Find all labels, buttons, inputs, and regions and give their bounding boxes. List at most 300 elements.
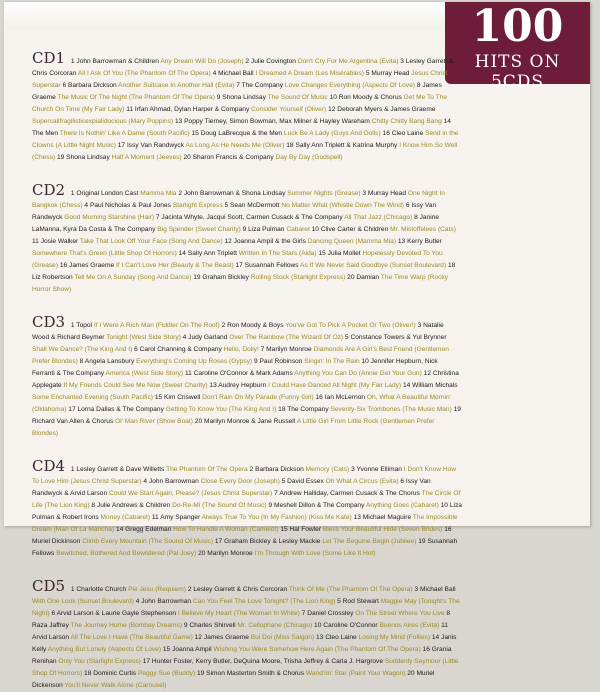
cd-heading: CD2 [32,181,66,199]
track-number: 4 [135,598,140,605]
title-badge [445,1,590,92]
track-entry [152,514,352,521]
track-entry [80,358,252,365]
track-title: Love Changes Everything (Aspects Of Love) [284,82,415,89]
track-title: Everything's Coming Up Roses (Gypsy) [136,358,253,365]
track-number: 16 [444,526,452,533]
track-title: With One Look (Sunset Boulevard) [32,598,134,605]
track-entry [71,466,248,473]
track-artist: John Barrowman & Children [76,58,159,65]
track-entry [126,106,326,113]
track-artist: Constance Towers & Yul Brynner [350,334,447,341]
track-artist: Arvid Larson [32,634,70,641]
cd-heading: CD3 [32,313,66,331]
track-artist: Hunter Foster, Kerry Butler, DeQuina Moore, Trisha Jeffrey & Carla J. Hargrove [151,658,384,665]
track-number: 16 [382,130,390,137]
track-entry [198,550,375,557]
track-number: 4 [182,334,187,341]
track-artist: Charles Shirvell [189,622,236,629]
track-artist: Sharon Francis & Company [192,154,274,161]
track-title: Shall We Dance? (The King And I) [32,346,133,353]
cd-tracklist-paragraph [32,577,462,692]
track-number: 19 [193,274,201,281]
track-title: As If We Never Said Goodbye (Sunset Boulevard) [300,262,447,269]
track-title: You'll Never Walk Alone (Carousel) [64,682,167,689]
track-artist: Damian [356,274,380,281]
track-artist: Rod Stewart [342,598,379,605]
track-entry [316,634,430,641]
track-entry [278,406,452,413]
track-title: Another Suitcase In Another Hall (Evita) [118,82,235,89]
track-number: 17 [117,142,126,149]
track-entry [51,610,299,617]
track-artist: Original London Cast [76,190,139,197]
track-number: 6 [51,610,56,617]
track-title: How To Handle A Woman (Camelot) [173,526,279,533]
track-artist: Lesley Garrett & Chris Corcoran [193,586,288,593]
track-entry [193,274,345,281]
track-number: 11 [126,106,134,113]
track-title: Peggy Sue (Buddy) [137,670,196,677]
track-artist: Ian McLernon [324,394,366,401]
track-entry [188,586,413,593]
track-artist: Judy Garland [188,334,228,341]
track-title: I Dreamed A Dream (Les Misérables) [255,70,364,77]
track-title: Let The Beguine Begin (Jubilee) [322,538,417,545]
cd-heading: CD4 [32,457,66,475]
track-title: Anything Goes (Cabaret) [365,502,439,509]
track-title: Memory (Cats) [305,466,350,473]
track-title: Oh What A Circus (Evita) [325,478,399,485]
track-artist: Kerry Butler [407,238,442,245]
track-title: As Long As He Needs Me (Oliver) [185,142,285,149]
track-number: 16 [315,394,323,401]
track-artist: Christina Applegate [32,370,459,389]
track-title: Mamma Mia [140,190,177,197]
track-number: 5 [344,334,349,341]
track-entry [84,202,222,209]
track-artist: Cleo Laine [325,634,357,641]
track-number: 12 [328,106,336,113]
track-artist: Issy Van Randwyck [126,142,184,149]
track-title: All That Jazz (Chicago) [344,214,413,221]
track-number: 15 [191,130,199,137]
track-number: 9 [268,502,273,509]
track-title: Summer Nights (Grease) [287,190,361,197]
track-number: 6 [405,202,410,209]
track-number: 11 [184,370,192,377]
track-entry [192,130,381,137]
track-number: 20 [407,670,415,677]
track-title: Pie Jesu (Requiem) [128,586,186,593]
track-title: The Sound Of Music [267,94,328,101]
track-artist: Charlotte Church [76,586,127,593]
track-number: 11 [32,238,39,245]
cd-section [32,577,462,692]
track-title: Tell Me On A Sunday (Song And Dance) [74,274,192,281]
track-artist: The Company [241,82,284,89]
track-number: 1 [70,190,75,197]
track-title: I Don't Know How To Love Him (Jesus Christ Superstar) [32,466,456,485]
track-title: You've Got To Pick A Pocket Or Two (Oliver!) [285,322,416,329]
track-title: There Is Nothin' Like A Dame (South Pacific) [59,130,190,137]
track-number: 9 [242,226,247,233]
track-entry [175,118,442,125]
track-number: 12 [224,238,232,245]
track-title: Consider Yourself (Oliver) [251,106,327,113]
track-number: 13 [209,382,217,389]
track-artist: Gregg Edelman [125,526,172,533]
cd-tracklist-paragraph [32,457,462,560]
track-number: 8 [79,358,84,365]
track-artist: Angela Lansbury [84,358,135,365]
track-entry [32,238,223,245]
track-artist: Josie Walker [40,238,79,245]
track-artist: Paul Nicholas & Paul Jones [89,202,171,209]
track-entry [243,226,310,233]
track-title: Can You Feel The Love Tonight? (The Lion King) [192,598,336,605]
track-title: Losing My Mind (Follies) [358,634,431,641]
track-entry [213,70,364,77]
track-artist: Liza Pulman [248,226,285,233]
cd-tracklist-paragraph [32,313,462,440]
track-title: Climb Every Mountain (The Sound Of Music) [82,538,214,545]
track-artist: Michael Ball [420,586,456,593]
track-number: 5 [281,478,286,485]
track-entry [224,238,396,245]
track-number: 8 [91,502,96,509]
track-entry [143,478,279,485]
track-number: 11 [441,622,448,629]
track-number: 13 [353,514,361,521]
track-number: 10 [329,94,337,101]
track-number: 16 [422,646,430,653]
track-number: 2 [249,466,254,473]
track-number: 1 [70,466,75,473]
track-artist: Carol Channing & Company [139,346,222,353]
track-number: 19 [56,154,65,161]
track-number: 18 [84,670,92,677]
track-number: 9 [183,622,188,629]
track-title: Hopelessly Devoted To You (Grease) [32,250,443,269]
track-number: 2 [178,190,182,197]
track-number: 15 [154,394,163,401]
cd-tracklist-paragraph [32,49,462,164]
track-number: 19 [418,538,426,545]
track-title: Dancing Queen (Mamma Mia) [307,238,397,245]
track-number: 6 [134,346,138,353]
track-number: 4 [84,202,89,209]
track-title: One Night In Bangkok (Chess) [32,190,445,209]
track-title: Don't Rain On My Parade (Funny Girl) [202,394,314,401]
track-artist: John Barrowman & Shona Lindsay [183,190,286,197]
track-entry [222,322,416,329]
track-entry [84,670,195,677]
track-artist: John Barrowman [148,478,199,485]
track-artist: Susannah Fellows [244,262,299,269]
track-entry [179,250,317,257]
track-entry [134,346,259,353]
track-number: 14 [431,634,440,641]
track-number: 10 [440,502,448,509]
track-artist: James Graeme [203,634,249,641]
track-number: 14 [178,250,186,257]
track-number: 14 [402,382,411,389]
track-artist: Lesley Garrett & Dave Willetts [76,466,165,473]
track-number: 5 [224,202,229,209]
track-title: Do-Re-Mi (The Sound Of Music) [172,502,267,509]
track-artist: William Michals [412,382,458,389]
track-title: Chitty Chitty Bang Bang [371,118,442,125]
track-artist: Natalie Wood & Richard Beymer [32,322,444,341]
track-number: 2 [221,322,226,329]
track-number: 19 [453,406,461,413]
track-title: Suddenly Seymour (Little Shop Of Horrors) [32,658,459,677]
track-artist: Murray Head [367,190,406,197]
track-artist: Clive Carter & Children [320,226,389,233]
track-number: 17 [214,538,223,545]
track-title: Think Of Me (The Phantom Of The Opera) [288,586,413,593]
track-artist: Jacinta Whyte, Jacqui Scott, Carmen Cusack & The Company [161,214,343,221]
track-title: Big Spender (Sweet Charity) [157,226,241,233]
track-artist: Deborah Myers & James Graeme [337,106,436,113]
track-number: 7 [274,490,278,497]
track-title: Maggie May (Tonight's The Night) [32,598,460,617]
track-number: 5 [337,598,341,605]
track-number: 9 [253,358,258,365]
track-artist: Meshell Dillon & The Company [273,502,365,509]
track-title: If My Friends Could See Me Now (Sweet Charity) [63,382,208,389]
track-entry [60,262,234,269]
cd-section [32,181,462,296]
track-entry [183,334,343,341]
track-entry [254,358,360,365]
track-artist: The Company [287,406,329,413]
track-number: 18 [278,406,286,413]
track-number: 1 [70,322,75,329]
track-title: The Impossible Dream (Man Of La Mancha) [32,514,458,533]
track-title: Hello, Dolly! [223,346,259,353]
track-number: 8 [446,610,451,617]
track-title: All I Ask Of You (The Phantom Of The Opera) [77,70,211,77]
track-entry [215,538,417,545]
track-artist: Joanna Ampil & the Girls [233,238,306,245]
track-number: 18 [448,262,456,269]
track-title: Wishing You Were Somehow Here Again (The Phantom Of The Opera) [213,646,421,653]
track-entry [155,394,314,401]
track-number: 3 [400,58,404,65]
track-entry [209,382,401,389]
track-title: Get Me To The Church On Time (My Fair Lady) [32,94,448,113]
track-title: Anything But Lonely (Aspects Of Love) [47,646,162,653]
track-title: Cabaret [286,226,310,233]
track-title: Don't Cry For Me Argentina (Evita) [297,58,399,65]
track-title: Bewitched, Bothered And Bewildered (Pal Joey) [56,550,197,557]
track-entry [62,82,234,89]
track-number: 4 [143,478,148,485]
track-entry [245,58,398,65]
track-title: Bui Doi (Miss Saigon) [250,634,315,641]
track-artist: Daniel Crossley [307,610,354,617]
cd-heading: CD5 [32,577,66,595]
track-title: Ol' Man River (Show Boat) [115,418,193,425]
track-number: 20 [347,274,355,281]
cd-heading: CD1 [32,49,66,67]
track-number: 3 [414,586,419,593]
track-artist: Graham Bickley & Lesley Mackie [224,538,321,545]
track-number: 20 [198,550,206,557]
track-title: Oh, What A Beautiful Mornin' (Oklahoma) [32,394,451,413]
track-artist: Marilyn Monroe [266,346,312,353]
track-title: Written In The Stars (Aida) [238,250,317,257]
track-artist: Jennifer Hepburn, Nick Ferranti & The Company [32,358,438,377]
track-number: 3 [362,190,367,197]
cd-section [32,49,462,164]
track-entry [71,586,186,593]
track-artist: Richard Van Allen & Chorus [32,418,114,425]
track-title: Close Every Door (Joseph) [200,478,280,485]
track-artist: Julie Covington [250,58,296,65]
track-title: I Believe My Heart (The Woman In White) [177,610,300,617]
badge-number: 100 [471,1,564,52]
track-entry [268,502,438,509]
track-number: 11 [151,514,159,521]
track-title: Rolling Stock (Starlight Express) [250,274,346,281]
track-entry [178,190,360,197]
cd-booklet-page [4,1,590,689]
track-title: I Could Have Danced All Night (My Fair Lady) [268,382,402,389]
track-number: 6 [400,478,405,485]
track-entry [71,190,177,197]
track-entry [236,262,447,269]
track-title: On The Street Where You Live [355,610,445,617]
track-number: 7 [260,346,265,353]
track-artist: Sean McDermott [230,202,280,209]
track-title: A Little Girl From Little Rock (Gentlemen Prefer Blondes) [32,418,435,437]
track-title: No Matter What (Whistle Down The Wind) [281,202,404,209]
track-number: 13 [174,118,183,125]
track-entry [224,202,403,209]
track-title: I'm Through With Love (Some Like It Hot) [254,550,376,557]
track-title: Day By Day (Godspell) [275,154,343,161]
track-entry [250,466,350,473]
track-title: Diamonds Are A Girl's Best Friend (Gentlemen Prefer Blondes) [32,346,449,365]
track-artist: Raza Jaffrey [32,622,69,629]
track-artist: Joanna Ampil [172,646,212,653]
track-number: 15 [318,250,326,257]
track-artist: James Graeme [69,262,115,269]
track-entry [91,502,266,509]
track-number: 12 [423,370,431,377]
track-title: The Circle Of Life (The Lion King) [32,490,461,509]
track-title: Getting To Know You (The King And I) [165,406,277,413]
track-number: 20 [194,418,203,425]
track-entry [312,226,456,233]
track-artist: Marilyn Monroe & Jane Russell [203,418,296,425]
track-title: Supercalifragilisticexpialidocious (Mary Poppins) [32,118,174,125]
track-number: 13 [316,634,324,641]
track-title: The Time Warp (Rocky Horror Show) [32,274,448,293]
track-artist: Grania Renihan [32,646,452,665]
track-artist: Ron Moody & Chorus [338,94,402,101]
track-entry [236,82,415,89]
track-artist: James Graeme [32,82,442,101]
track-number: 3 [351,466,355,473]
track-artist: Barbara Dickson [67,82,117,89]
track-number: 14 [443,118,451,125]
track-title: Over The Rainbow (The Wizard Of Oz) [229,334,344,341]
track-artist: Arvid Larson & Laurie Gayle Stephenson [56,610,177,617]
track-artist: Hal Fowler [289,526,322,533]
track-title: America (West Side Story) [105,370,184,377]
track-number: 7 [236,82,240,89]
track-title: All The Love I Have (The Beautiful Game) [70,634,193,641]
track-entry [136,598,336,605]
cd-section [32,457,462,560]
track-artist: Caroline O'Connor & Mark Adams [193,370,293,377]
track-title: Jesus Christ Superstar [32,70,448,89]
track-number: 15 [280,526,288,533]
track-artist: Audrey Hepburn [218,382,267,389]
track-artist: Susannah Fellows [32,538,458,557]
track-artist: Liza Pulman & Robert Irons [32,502,462,521]
track-title: Mr. Mistoffelees (Cats) [390,226,456,233]
track-entry [314,622,439,629]
cd-tracklist-paragraph [32,181,462,296]
track-entry [68,406,276,413]
track-title: Take That Look Off Your Face (Song And Dance) [79,238,223,245]
track-artist: Yvonne Elliman [356,466,402,473]
track-entry [71,322,220,329]
track-title: Some Enchanted Evening (South Pacific) [32,394,153,401]
track-number: 16 [59,262,68,269]
track-title: Anything You Can Do (Annie Get Your Gun) [294,370,422,377]
track-artist: Ron Moody & Boys [227,322,284,329]
track-title: Singin' In The Rain [304,358,360,365]
track-artist: Caroline O'Connor [323,622,378,629]
track-title: Any Dream Will Do (Joseph) [160,58,244,65]
track-number: 12 [194,634,202,641]
track-number: 5 [365,70,370,77]
track-artist: Liz Robertson [32,274,73,281]
track-title: Seventy-Six Trombones (The Music Man) [330,406,452,413]
tracklist [32,49,462,692]
track-artist: John Barrowman [141,598,192,605]
track-title: Send in the Clowns (A Little Night Music) [32,130,459,149]
track-title: Mr. Cellophane (Chicago) [237,622,313,629]
track-title: If I Can't Love Her (Beauty & The Beast) [115,262,234,269]
track-number: 10 [311,226,319,233]
track-title: Money (Cabaret) [100,514,151,521]
track-artist: Kim Criswell [164,394,201,401]
track-number: 7 [155,214,160,221]
track-artist: Muriel Dickinson [32,538,81,545]
track-title: Bless Your Beautiful Hide (Seven Brides) [322,526,443,533]
track-artist: Topol [76,322,93,329]
track-artist: Irfan Ahmad, Dylan Harper & Company [134,106,250,113]
track-artist: Shona Lindsay [66,154,110,161]
track-title: The Phantom Of The Opera [166,466,248,473]
track-artist: Janis Kelly [32,634,457,653]
track-artist: The Men [32,130,59,137]
track-entry [163,646,421,653]
track-artist: Graham Bickley [202,274,249,281]
track-entry [156,214,412,221]
track-number: 2 [245,58,250,65]
track-number: 18 [286,142,294,149]
track-entry [280,526,442,533]
track-artist: Muriel Dickenson [32,670,435,689]
